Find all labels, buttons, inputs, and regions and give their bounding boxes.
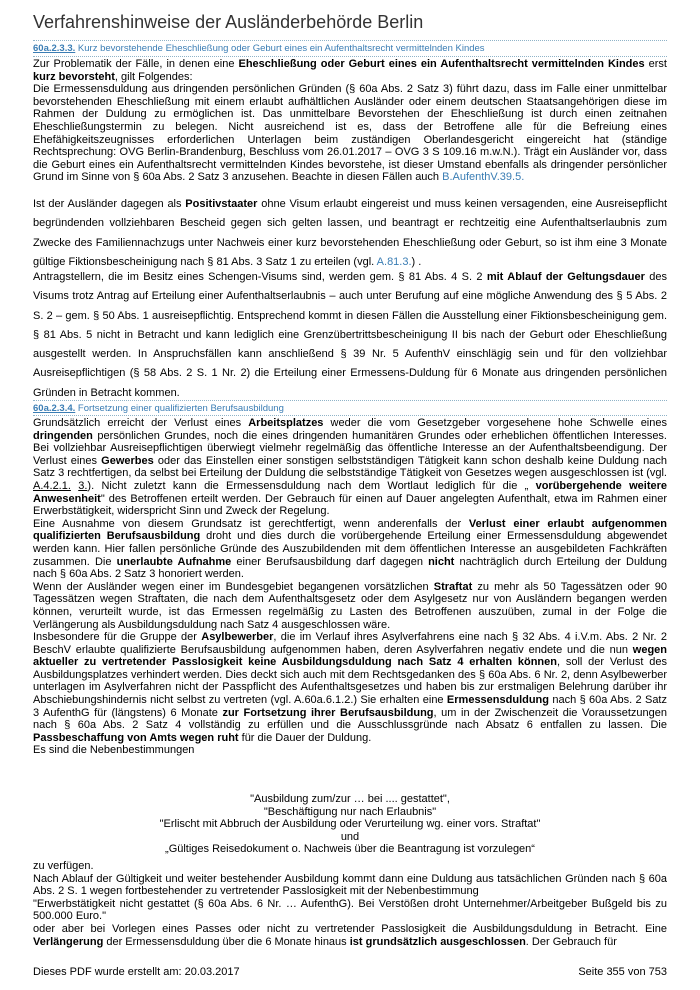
condition-item: "Erlischt mit Abbruch der Ausbildung oder Verurteilung wg. einer vors. Straftat" — [159, 818, 541, 831]
text: Insbesondere für die Gruppe der — [33, 631, 202, 644]
text-bold: nicht — [428, 555, 455, 568]
text: des Visums trotz Antrag auf Erteilung einer Aufenthaltserlaubnis – auch unter Berufung auf eine mögliche Anwendung des § 5 Abs. 2 S. 2 – gem. § 50 Abs. 1 ausreisepflichtig. Entsprechend kommt in diesen Fällen die Ausstellung einer Fiktionsbescheinigung gem. § 81 Abs. 5 nicht in Betracht und kann lediglich eine Grenzübertrittsbescheinigung II bis nach der Geburt oder Eheschließung ausgestellt werden. In Anspruchsfällen kann anschließend § 39 Nr. 5 AufenthV einschlägig sein und für den vollziehbar Ausreisepflichtigen (§ 58 Abs. 2 S. 1 Nr. 2) die Erteilung einer Ermessens-Duldung für 6 Monate aus dringenden persönlichen Gründen in Betracht kommen. — [33, 271, 667, 399]
section-number[interactable]: 60a.2.3.3. — [33, 43, 76, 54]
footer-page-number: Seite 355 von 753 — [578, 966, 667, 978]
cross-reference-link[interactable]: 3. — [78, 479, 88, 492]
condition-connector: und — [340, 830, 360, 843]
section-divider — [33, 56, 667, 57]
paragraph — [33, 417, 667, 757]
cross-reference-link[interactable]: B.AufenthV.39.5. — [442, 171, 525, 184]
condition-item: "Beschäftigung nur nach Erlaubnis" — [263, 805, 437, 818]
text: nach § 60a Abs. 2 Satz 3 AufenthG für (längstens) 6 Monate — [33, 694, 667, 719]
text: , die im Verlauf ihres Asylverfahrens eine nach § 32 Abs. 4 i.V.m. Abs. 2 Nr. 2 BeschV erlaubte qualifizierte Berufsausbildung aufgenommen haben, deren Asylverfahren negativ endete und die nun — [33, 631, 668, 656]
text: zu mehr als 50 Tagessätzen oder 90 Tagessätzen wegen Straftaten, die nach dem Aufenthaltsgesetz oder dem Asylgesetz nur von Ausländern begangen werden können, verurteilt wurde, ist das Ermessen regelmäßig zu Lasten des Betroffenen auszuüben, zumal in der Folge die Verlängerung als Ausbildungsduldung nach Satz 4 ausgeschlossen wäre. — [33, 580, 668, 631]
text-bold: Positivstaater — [185, 198, 258, 210]
text: " des Betroffenen erteilt werden. Der Gebrauch für einen auf Dauer angelegten Aufenthalt, etwa im Rahmen einer Erwerbstätigkeit, widerspricht Sinn und Zweck der Regelung. — [33, 492, 667, 518]
text: Eine Ausnahme von diesem Grundsatz ist gerechtfertigt, wenn anderenfalls der — [33, 517, 469, 530]
section-divider — [33, 40, 667, 41]
text: Zur Problematik der Fälle, in denen eine — [33, 58, 239, 70]
text-bold: Verlust einer erlaubt aufgenommen qualifizierten Berufsausbildung — [33, 517, 667, 543]
section-heading-link[interactable] — [33, 403, 284, 414]
text-bold: Eheschließung oder Geburt eines ein Aufenthaltsrecht vermittelnden Kindes — [238, 58, 645, 70]
text-bold: Arbeitsplatzes — [248, 417, 324, 429]
text-bold: Verlängerung — [33, 935, 104, 948]
text: Grundsätzlich erreicht der Verlust eines — [33, 417, 249, 429]
text: oder das Einstellen einer sonstigen selbstständigen Tätigkeit kann schon deshalb keine Duldung nach Satz 3 rechtfertigen, da selbst bei Erteilung der Duldung die selbstständige Tätigkeit von Gesetzes wegen ausgeschlossen ist (vgl. — [33, 454, 667, 480]
text: Es sind die Nebenbestimmungen — [33, 744, 195, 757]
footer-created-date: Dieses PDF wurde erstellt am: 20.03.2017 — [33, 966, 240, 978]
text: , gilt Folgendes: — [114, 70, 193, 83]
text-bold: dringenden — [33, 429, 93, 442]
text: Antragstellern, die im Besitz eines Schengen-Visums sind, werden gem. § 81 Abs. 4 S. 2 — [33, 271, 487, 283]
text-bold: vorübergehende weitere Anwesenheit — [33, 479, 667, 505]
section-title[interactable]: Kurz bevorstehende Eheschließung oder Geburt eines ein Aufenthaltsrecht vermittelnden Kindes — [77, 43, 485, 54]
cross-reference-link[interactable]: A.81.3. — [376, 255, 412, 268]
text-bold: zur Fortsetzung ihrer Berufsausbildung — [222, 706, 434, 719]
text: . Der Gebrauch für — [525, 935, 617, 948]
text: persönlichen Grundes, noch die eines dringenden humanitären Grundes oder erheblichen öffentlichen Interesses. Bei vollziehbar Ausreisepflichtigen überwiegt vielmehr regelmäßig das öffentliche Interesse an der Aufenthaltsbeendigung. Der Verlust eines — [33, 429, 667, 467]
section-number[interactable]: 60a.2.3.4. — [33, 403, 76, 414]
section-divider — [33, 415, 667, 416]
paragraph — [33, 860, 667, 948]
section-heading-link[interactable] — [33, 43, 485, 54]
condition-item: „Gültiges Reisedokument o. Nachweis über die Beantragung ist vorzulegen“ — [165, 843, 535, 856]
text: für die Dauer der Duldung. — [238, 731, 372, 744]
text-bold: ist grundsätzlich ausgeschlossen — [349, 935, 526, 948]
section-title[interactable]: Fortsetzung einer qualifizierten Berufsausbildung — [77, 403, 284, 414]
text: einer Berufsausbildung darf dagegen — [231, 555, 429, 568]
text: weder die vom Gesetzgeber vorgesehene hohe Schwelle eines — [323, 417, 667, 429]
text-bold: kurz bevorsteht — [33, 70, 115, 83]
text: , um in der Zwischenzeit die Voraussetzungen nach § 60a Abs. 2 Satz 4 vollständig zu erfüllen und die Ausschlussgründe nach Absatz 6 entfallen zu lassen. Die — [33, 706, 667, 732]
text-bold: unerlaubte Aufnahme — [116, 555, 232, 568]
condition-list — [33, 793, 667, 856]
text: ). Nicht zuletzt kann die Ermessensduldung nach dem Wortlaut lediglich für die „ — [87, 479, 536, 492]
text-bold: Gewerbes — [101, 454, 154, 467]
text-bold: Straftat — [433, 580, 473, 593]
text: ) . — [411, 255, 422, 268]
text: Die Ermessensduldung aus dringenden persönlichen Gründen (§ 60a Abs. 2 Satz 3) führt dazu, dass im Falle einer unmittelbar bevorstehenden Eheschließung mit einem erlaubt aufhältlichen Ausländer oder einem deutschen Staatsangehörigen diese im Rahmen der Duldung zu ermöglichen ist. Das unmittelbare Bevorstehen der Eheschließung ist durch einen zeitnahen Eheschließungstermin zu belegen. Nicht ausreichend ist es, dass der Betroffene alle für die Befreiung eines Ehefähigkeitszeugnisses erforderlichen Unterlagen beim zuständigen Oberlandesgericht eingereicht hat (ständige Rechtsprechung: OVG Berlin-Brandenburg, Beschluss vom 26.01.2017 – OVG 3 S 109.16 m.w.N.). Trägt ein Ausländer vor, dass die Geburt eines ein Aufenthaltsrecht vermittelnden Kindes bevorstehe, ist dieser Umstand ebenfalls als dringender persönlicher Grund im Sinne von § 60a Abs. 2 Satz 3 anzusehen. Beachte in diesen Fällen auch — [33, 83, 667, 184]
text: ohne Visum erlaubt eingereist und muss keinen versagenden, eine Ausreisepflicht begründenden vollziehbaren Bescheid gegen sich gelten lassen, und beantragt er rechtzeitig eine Aufenthaltserlaubnis zum Zwecke des Familiennachzugs unter Nachweis einer kurz bevorstehenden Eheschließung oder Geburt, so ist ihm eine 3 Monate gültige Fiktionsbescheinigung nach § 81 Abs. 3 Satz 1 zu erteilen (vgl. — [33, 198, 667, 268]
text-bold: Passbeschaffung von Amts wegen ruht — [33, 731, 239, 744]
text: Ist der Ausländer dagegen als — [33, 198, 186, 210]
text: zu verfügen. — [33, 860, 94, 872]
text-bold: wegen aktueller zu vertretender Passlosigkeit keine Ausbildungsduldung nach Satz 4 erhalten können — [33, 643, 667, 669]
condition-item: "Ausbildung zum/zur … bei .... gestattet", — [250, 793, 450, 805]
text-bold: Ermessensduldung — [446, 694, 549, 707]
text: "Erwerbstätigkeit nicht gestattet (§ 60a Abs. 6 Nr. … AufenthG). Bei Verstößen droht Unternehmer/Arbeitgeber Bußgeld bis zu 500.000 Euro." — [33, 897, 667, 923]
paragraph — [33, 268, 667, 403]
text-bold: Asylbewerber — [201, 631, 274, 644]
page-title: Verfahrenshinweise der Ausländerbehörde Berlin — [33, 12, 424, 32]
paragraph — [33, 195, 667, 272]
text: , soll der Verlust des Ausbildungsplatzes verhindert werden. Dies deckt sich auch mit dem Rechtsgedanken des § 60a Abs. 6 Nr. 2, denn Asylbewerber unterlagen im Asylverfahren nicht der Passpflicht des Aufenthaltsgesetzes und haben bis zur erstmaligen Belehrung darüber ihr Abschiebungshindernis nicht selbst zu vertreten (vgl. A.60a.6.1.2.) Sie erhalten eine — [33, 656, 667, 707]
text: erst — [644, 58, 667, 70]
text: der Ermessensduldung über die 6 Monate hinaus — [103, 935, 350, 948]
text-bold: mit Ablauf der Geltungsdauer — [486, 271, 645, 283]
text: Nach Ablauf der Gültigkeit und weiter bestehender Ausbildung kommt dann eine Duldung aus tatsächlichen Gründen nach § 60a Abs. 2 S. 1 wegen fortbestehender zu vertretender Passlosigkeit mit der Nebenbestimmung — [33, 872, 667, 898]
cross-reference-link[interactable]: A.4.2.1. — [33, 479, 71, 492]
text: nachträglich durch Erteilung der Duldung nach § 60a Abs. 2 Satz 3 honoriert werden. — [33, 555, 667, 581]
text: Wenn der Ausländer wegen einer im Bundesgebiet begangenen vorsätzlichen — [33, 580, 434, 593]
paragraph — [33, 58, 667, 184]
text: oder aber bei Vorlegen eines Passes oder nicht zu vertretender Passlosigkeit die Ausbildungsduldung in Betracht. Eine — [33, 922, 667, 935]
section-divider — [33, 400, 667, 401]
text: droht und dies durch die vorübergehende Erteilung einer Ermessensduldung abgewendet werden kann. Hier fallen persönliche Gründe des Auszubildenden mit dem öffentlichen Interesse an ausgebildeten Fachkräften zusammen. Die — [33, 530, 667, 568]
